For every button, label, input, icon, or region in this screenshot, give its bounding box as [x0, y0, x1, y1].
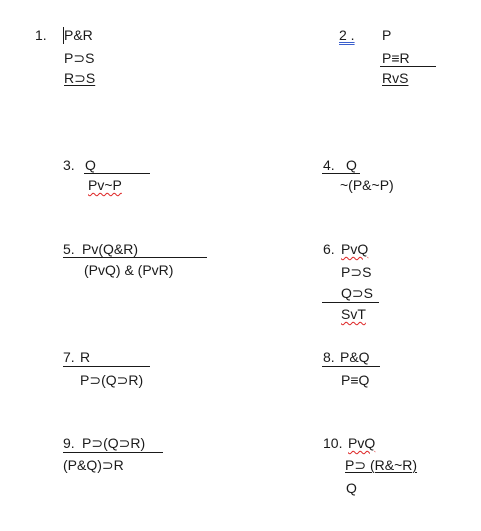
problem-10-premise-1[interactable]: PvQ	[348, 435, 376, 451]
problem-2-conclusion-line	[380, 66, 436, 67]
problem-10-number: 10.	[323, 435, 343, 451]
problem-1-number: 1.	[35, 27, 47, 43]
problem-5-conclusion[interactable]: (PvQ) & (PvR)	[84, 262, 174, 278]
problem-9-conclusion[interactable]: (P&Q)⊃R	[63, 457, 124, 473]
problem-6-premise-3[interactable]: Q⊃S	[341, 285, 373, 301]
problem-7-number: 7.	[63, 349, 75, 365]
problem-9-premise-1[interactable]: P⊃(Q⊃R)	[82, 435, 146, 451]
problem-4-premise-1[interactable]: Q	[346, 157, 357, 173]
problem-6-premise-1[interactable]: PvQ	[341, 241, 369, 257]
problem-7-conclusion[interactable]: P⊃(Q⊃R)	[80, 372, 144, 388]
problem-2-conclusion[interactable]: RvS	[382, 70, 409, 86]
problem-3-number: 3.	[63, 157, 75, 173]
problem-8-premise-1[interactable]: P&Q	[340, 349, 370, 365]
problem-10-premise-2[interactable]: P⊃ (R&~R)	[345, 457, 418, 473]
problem-5-conclusion-line	[63, 257, 207, 258]
problem-4-conclusion[interactable]: ~(P&~P)	[340, 177, 394, 193]
problem-7-conclusion-line	[63, 366, 150, 367]
problem-3-conclusion-line	[84, 173, 150, 174]
problem-4-conclusion-line	[322, 173, 360, 174]
problem-8-number: 8.	[323, 349, 335, 365]
problem-9-conclusion-line	[63, 452, 163, 453]
problem-6-conclusion[interactable]: SvT	[341, 306, 366, 322]
problem-2-number: 2 .	[339, 27, 355, 43]
problem-2-premise-2[interactable]: P≡R	[382, 50, 410, 66]
problem-1-premise-2[interactable]: P⊃S	[64, 50, 95, 66]
problem-2-premise-1[interactable]: P	[382, 27, 392, 43]
problem-5-premise-1[interactable]: Pv(Q&R)	[82, 241, 138, 257]
problem-10-conclusion[interactable]: Q	[346, 480, 357, 496]
problem-7-premise-1[interactable]: R	[80, 349, 91, 365]
problem-8-conclusion-line	[322, 366, 380, 367]
problem-6-number: 6.	[323, 241, 335, 257]
problem-3-conclusion[interactable]: Pv~P	[88, 177, 122, 193]
problem-4-number: 4.	[323, 157, 335, 173]
problem-5-number: 5.	[63, 241, 75, 257]
problem-1-conclusion[interactable]: R⊃S	[64, 70, 96, 86]
problem-6-premise-2[interactable]: P⊃S	[341, 264, 372, 280]
problem-8-conclusion[interactable]: P≡Q	[341, 372, 370, 388]
problem-1-premise-1[interactable]: P&R	[64, 27, 93, 43]
problem-9-number: 9.	[63, 435, 75, 451]
problem-6-conclusion-line	[322, 302, 379, 303]
problem-3-premise-1[interactable]: Q	[85, 157, 96, 173]
